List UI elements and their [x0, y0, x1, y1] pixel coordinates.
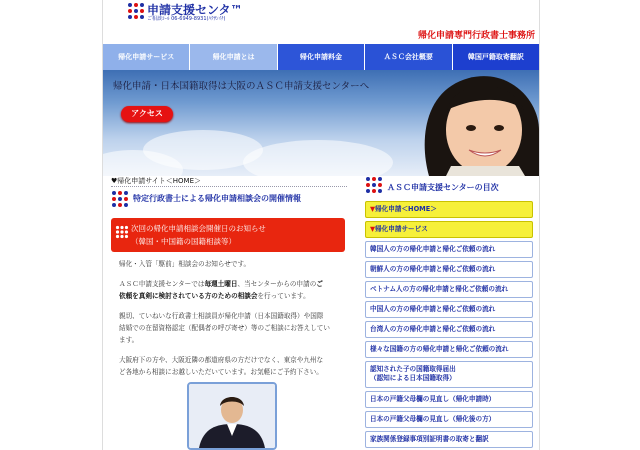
sidebar-item-label: 帰化申請サービス: [375, 225, 428, 233]
triangle-down-icon: ▼: [370, 225, 376, 233]
text-span: ど各地から相談にお越しいただいています。お気軽にご予約下さい。: [119, 368, 323, 376]
logo-title[interactable]: 申請支援センタ™: [147, 3, 243, 17]
toc-title: ＡＳＣ申請支援センターの目次: [387, 183, 499, 192]
text-span-bold: ご: [316, 280, 323, 288]
text-span-bold: 依頼を真剣に検討されている方のための相談会: [119, 292, 258, 300]
sidebar-item-register-review-during[interactable]: 日本の戸籍父母欄の見直し（帰化申請時）: [365, 391, 533, 408]
access-button[interactable]: アクセス: [121, 106, 173, 122]
sidebar-item-register-review-after[interactable]: 日本の戸籍父母欄の見直し（帰化後の方）: [365, 411, 533, 428]
sidebar-item-vietnamese[interactable]: ベトナム人の方の帰化申請と帰化ご依頼の流れ: [365, 281, 533, 298]
sidebar-item-family-certificate[interactable]: 家族関係登録事項別証明書の取寄と翻訳: [365, 431, 533, 448]
text-span: を行っています。: [257, 292, 310, 300]
notice-title: 次回の帰化申請相談会開催日のお知らせ: [131, 224, 266, 233]
hero-banner: [103, 70, 539, 176]
asc-logo-icon: [111, 190, 129, 212]
nav-item-service[interactable]: 帰化申請サービス: [103, 44, 190, 70]
nav-item-fee[interactable]: 帰化申請料金: [278, 44, 365, 70]
sidebar-item-home[interactable]: [365, 201, 533, 218]
sidebar-item-other-nationalities[interactable]: 様々な国籍の方の帰化申請と帰化ご依頼の流れ: [365, 341, 533, 358]
sidebar-item-korean[interactable]: 韓国人の方の帰化申請と帰化ご依頼の流れ: [365, 241, 533, 258]
cloud-shape: [243, 140, 393, 176]
text-span: 親切、ていねいな行政書士相談員が帰化申請（日本国籍取得）や国際: [119, 312, 324, 320]
section-header: [111, 190, 347, 214]
logo-phone: ご相談ｺｰﾙ 06-6949-8931(ﾊｸｻﾝｲﾁ): [147, 16, 226, 22]
dots-icon: [115, 225, 129, 239]
intro-paragraph-2b: [119, 290, 347, 302]
main-content: [111, 176, 347, 378]
breadcrumb[interactable]: ♥帰化申請サイト＜HOME＞: [111, 176, 347, 187]
notice-banner[interactable]: [111, 218, 345, 252]
intro-text-line: 帰化・入管「駆前」相談会のお知らせです。: [119, 260, 251, 268]
nav-item-company[interactable]: ＡＳＣ会社概要: [365, 44, 452, 70]
consultant-photo: [187, 382, 277, 450]
sidebar: [365, 176, 535, 448]
nav-item-about[interactable]: 帰化申請とは: [190, 44, 277, 70]
sidebar-item-service[interactable]: [365, 221, 533, 238]
site-header: [103, 0, 539, 44]
intro-paragraph-1: [119, 258, 347, 270]
sidebar-item-label: 認知された子の国籍取得届出: [370, 365, 456, 373]
sidebar-item-north-korean[interactable]: 朝鮮人の方の帰化申請と帰化ご依頼の流れ: [365, 261, 533, 278]
text-span: 結婚での在留資格認定（配偶者の呼び寄せ）等のご相談にお答えしてい: [119, 324, 330, 332]
toc-header: [365, 176, 535, 198]
girl-photo: [389, 70, 539, 176]
intro-paragraph-3: [119, 310, 347, 322]
text-span: 大阪府下の方や、大阪近隣の都道府県の方だけでなく、東京や九州な: [119, 356, 324, 364]
text-span: ＡＳＣ申請支援センターでは: [119, 280, 205, 288]
main-nav: [103, 44, 539, 70]
text-span: 、当センターからの申請の: [237, 280, 317, 288]
sidebar-item-label: 帰化申請＜HOME＞: [375, 205, 437, 213]
consultant-portrait: [189, 384, 275, 448]
sidebar-item-label: （認知による日本国籍取得）: [370, 374, 456, 382]
intro-paragraph-3b: [119, 322, 347, 334]
intro-paragraph-2: [119, 278, 347, 290]
logo-dots-icon: [127, 2, 145, 20]
intro-paragraph-4b: [119, 366, 347, 378]
notice-subtitle: （韓国・中国籍の国籍相談等）: [131, 237, 236, 246]
intro-text: [111, 258, 347, 378]
text-span-bold: 毎週土曜日: [204, 280, 238, 288]
triangle-down-icon: ▼: [370, 205, 376, 213]
sidebar-item-recognized-child[interactable]: [365, 361, 533, 388]
hero-headline: 帰化申請・日本国籍取得は大阪のＡＳＣ申請支援センターへ: [113, 81, 370, 92]
sidebar-item-chinese[interactable]: 中国人の方の帰化申請と帰化ご依頼の流れ: [365, 301, 533, 318]
intro-paragraph-4: [119, 354, 347, 366]
intro-paragraph-3c: [119, 334, 347, 346]
nav-item-korea-register[interactable]: 韓国戸籍取寄翻訳: [453, 44, 539, 70]
sidebar-item-taiwanese[interactable]: 台湾人の方の帰化申請と帰化ご依頼の流れ: [365, 321, 533, 338]
section-title: 特定行政書士による帰化申請相談会の開催情報: [133, 194, 301, 203]
office-name: 帰化申請専門行政書士事務所: [417, 31, 535, 41]
text-span: ます。: [119, 336, 139, 344]
asc-logo-icon: [365, 176, 383, 198]
page: [102, 0, 540, 450]
